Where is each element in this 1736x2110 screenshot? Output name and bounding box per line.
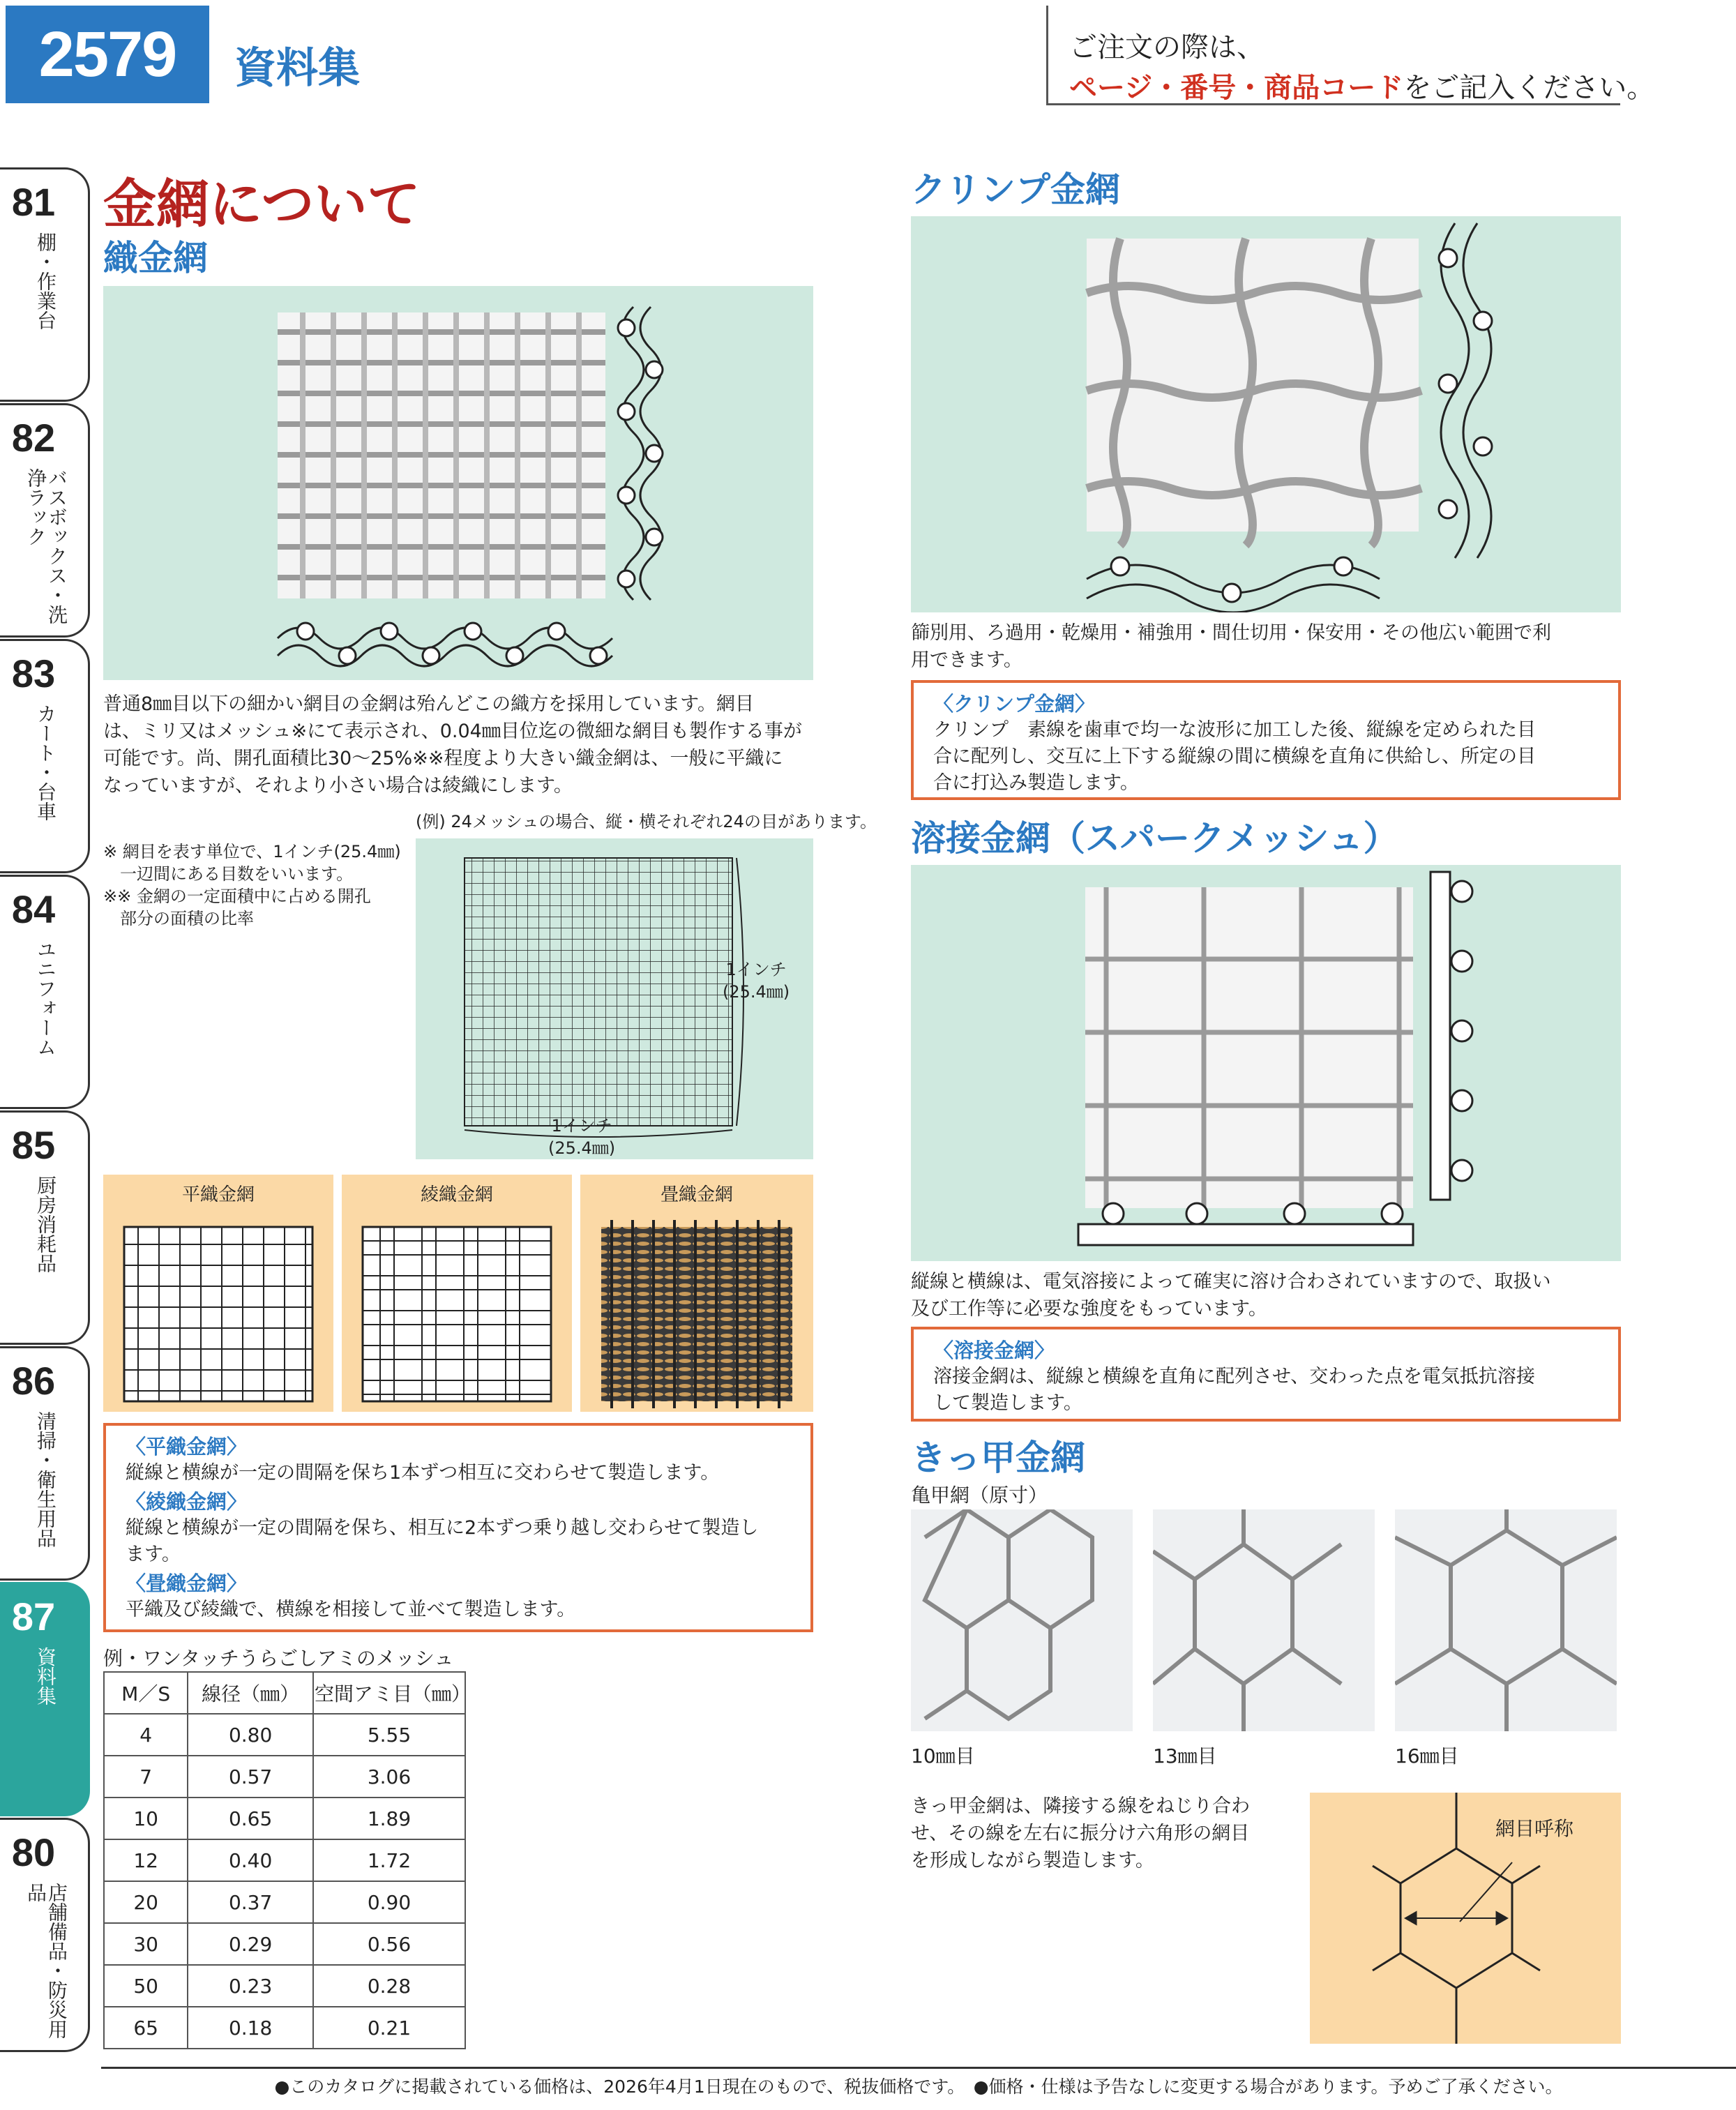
note-1: ※ 網目を表す単位で、1インチ(25.4㎜) bbox=[103, 842, 401, 861]
woven-mesh-panel bbox=[103, 286, 813, 680]
tab-number: 84 bbox=[11, 887, 56, 931]
woven-description bbox=[103, 691, 813, 799]
tab-82[interactable] bbox=[0, 403, 90, 638]
cell: 4 bbox=[104, 1714, 188, 1756]
cell: 0.29 bbox=[188, 1923, 313, 1965]
cell: 5.55 bbox=[313, 1714, 465, 1756]
table-row bbox=[104, 1756, 465, 1798]
table-row bbox=[104, 1923, 465, 1965]
dutch-weave-desc: 平織及び綾織で、横線を相接して並べて製造します。 bbox=[126, 1599, 576, 1620]
weld-box bbox=[911, 1327, 1621, 1422]
hex-size-13: 13㎜目 bbox=[1153, 1744, 1217, 1768]
table-row bbox=[104, 1881, 465, 1923]
tab-85[interactable] bbox=[0, 1110, 90, 1345]
table-row bbox=[104, 1839, 465, 1881]
tab-number: 82 bbox=[11, 416, 56, 460]
hex-diagram-label: 網目呼称 bbox=[1495, 1817, 1574, 1840]
hex-description bbox=[911, 1793, 1301, 1874]
footer-note: ●このカタログに掲載されている価格は、2026年4月1日現在のもので、税抜価格です。 ●価格・仕様は予告なしに変更する場合があります。予めご了承ください。 bbox=[101, 2067, 1736, 2098]
hex-desc-line: を形成しながら製造します。 bbox=[911, 1850, 1154, 1871]
table-caption: 例・ワンタッチうらごしアミのメッシュ bbox=[103, 1647, 454, 1670]
cell: 0.18 bbox=[188, 2007, 313, 2049]
weld-mesh-illustration bbox=[911, 865, 1621, 1261]
hex-size-16: 16㎜目 bbox=[1395, 1744, 1459, 1768]
tab-number: 86 bbox=[11, 1359, 56, 1403]
weld-cross-section-vertical bbox=[1431, 872, 1450, 1200]
notice-rest: をご記入ください。 bbox=[1403, 72, 1655, 104]
tab-87-active[interactable] bbox=[0, 1582, 90, 1816]
crimp-title: クリンプ金網 bbox=[911, 169, 1120, 210]
cell: 0.23 bbox=[188, 1965, 313, 2007]
notice-line-1: ご注文の際は、 bbox=[1069, 31, 1265, 63]
cell: 0.37 bbox=[188, 1881, 313, 1923]
woven-title: 織金網 bbox=[103, 238, 208, 278]
cell: 0.56 bbox=[313, 1923, 465, 1965]
tab-number: 83 bbox=[11, 651, 56, 695]
weld-box-line: 溶接金網は、縦線と横線を直角に配列させ、交わった点を電気抵抗溶接 bbox=[933, 1366, 1535, 1387]
table-row bbox=[104, 1714, 465, 1756]
twill-weave-diagram bbox=[342, 1206, 572, 1408]
woven-desc-line: は、ミリ又はメッシュ※にて表示され、0.04㎜目位迄の微細な網目も製作する事が bbox=[103, 721, 802, 742]
hex-desc-line: せ、その線を左右に振分け六角形の網目 bbox=[911, 1823, 1250, 1844]
tab-80[interactable] bbox=[0, 1818, 90, 2052]
dutch-weave-title: 〈畳織金網〉 bbox=[126, 1572, 248, 1595]
woven-mesh-photo bbox=[278, 312, 605, 598]
table-header: M／S bbox=[104, 1672, 188, 1714]
dutch-weave-panel bbox=[580, 1175, 813, 1412]
twill-weave-title: 〈綾織金網〉 bbox=[126, 1490, 248, 1514]
weld-cross-section-horizontal bbox=[1078, 1224, 1413, 1245]
hex-10mm-photo bbox=[911, 1509, 1133, 1731]
tab-label: ユニフォーム bbox=[34, 940, 57, 1057]
note-1-cont: 一辺間にある目数をいいます。 bbox=[120, 864, 354, 884]
dutch-weave-label: 畳織金網 bbox=[660, 1184, 733, 1205]
tab-84[interactable] bbox=[0, 875, 90, 1109]
cell: 12 bbox=[104, 1839, 188, 1881]
cell: 0.80 bbox=[188, 1714, 313, 1756]
twill-weave-panel bbox=[342, 1175, 572, 1412]
crimp-mesh-illustration bbox=[911, 216, 1621, 612]
weld-mesh-panel bbox=[911, 865, 1621, 1261]
plain-weave-title: 〈平織金網〉 bbox=[126, 1435, 248, 1459]
example-caption: (例) 24メッシュの場合、縦・横それぞれ24の目があります。 bbox=[416, 812, 877, 831]
tab-label: バスボックス・洗浄ラック bbox=[24, 468, 68, 624]
tab-label: カート・台車 bbox=[34, 704, 57, 821]
cell: 7 bbox=[104, 1756, 188, 1798]
table-row bbox=[104, 2007, 465, 2049]
hex-13mm-photo bbox=[1153, 1509, 1375, 1731]
woven-desc-line: 普通8㎜目以下の細かい網目の金網は殆んどこの織方を採用しています。網目 bbox=[103, 693, 755, 715]
cell: 3.06 bbox=[313, 1756, 465, 1798]
weld-desc-line: 縦線と横線は、電気溶接によって確実に溶け合わされていますので、取扱い bbox=[911, 1271, 1551, 1293]
woven-desc-line: なっていますが、それより小さい場合は綾織にします。 bbox=[103, 775, 573, 797]
crimp-box bbox=[911, 680, 1621, 800]
weld-box-title: 〈溶接金網〉 bbox=[933, 1339, 1055, 1362]
weld-desc-line: 及び工作等に必要な強度をもっています。 bbox=[911, 1298, 1267, 1320]
plain-weave-desc: 縦線と横線が一定の間隔を保ち1本ずつ相互に交わらせて製造します。 bbox=[126, 1462, 720, 1484]
cell: 0.90 bbox=[313, 1881, 465, 1923]
cell: 1.89 bbox=[313, 1798, 465, 1839]
order-notice bbox=[1046, 6, 1655, 105]
crimp-box-line: クリンプ 素線を歯車で均一な波形に加工した後、縦線を定められた目 bbox=[933, 719, 1536, 741]
weave-types-box bbox=[103, 1423, 813, 1632]
table-header-row bbox=[104, 1672, 465, 1714]
weld-title: 溶接金網（スパークメッシュ） bbox=[911, 818, 1398, 859]
mesh-notes bbox=[103, 841, 410, 930]
cell: 0.57 bbox=[188, 1756, 313, 1798]
tab-label: 店舗備品・防災用品 bbox=[24, 1883, 68, 2039]
hex-title: きっ甲金網 bbox=[911, 1438, 1085, 1478]
page-title: 金網について bbox=[103, 173, 421, 235]
tab-label: 清掃・衛生用品 bbox=[34, 1411, 57, 1548]
tab-number: 80 bbox=[11, 1830, 56, 1874]
cell: 20 bbox=[104, 1881, 188, 1923]
hex-desc-line: きっ甲金網は、隣接する線をねじり合わ bbox=[911, 1795, 1250, 1817]
tab-86[interactable] bbox=[0, 1346, 90, 1581]
tab-83[interactable] bbox=[0, 639, 90, 873]
mesh-spec-table bbox=[103, 1671, 471, 2049]
dutch-weave-diagram bbox=[580, 1206, 813, 1408]
plain-weave-panel bbox=[103, 1175, 333, 1412]
hex-16mm-photo bbox=[1395, 1509, 1617, 1731]
cell: 1.72 bbox=[313, 1839, 465, 1881]
cell: 10 bbox=[104, 1798, 188, 1839]
cell: 0.65 bbox=[188, 1798, 313, 1839]
woven-mesh-illustration bbox=[103, 286, 813, 680]
table-row bbox=[104, 1798, 465, 1839]
table-header: 線径（㎜） bbox=[188, 1672, 313, 1714]
cell: 65 bbox=[104, 2007, 188, 2049]
plain-weave-label: 平織金網 bbox=[181, 1184, 255, 1205]
weld-box-line: して製造します。 bbox=[933, 1392, 1082, 1414]
crimp-description bbox=[911, 619, 1621, 674]
cell: 0.28 bbox=[313, 1965, 465, 2007]
table-row bbox=[104, 1965, 465, 2007]
tab-number: 85 bbox=[11, 1123, 56, 1167]
crimp-box-line: 合に配列し、交互に上下する縦線の間に横線を直角に供給し、所定の目 bbox=[933, 746, 1536, 767]
crimp-mesh-panel bbox=[911, 216, 1621, 612]
twill-weave-desc-cont: ます。 bbox=[126, 1544, 181, 1565]
tab-label: 資料集 bbox=[34, 1647, 57, 1705]
cell: 0.40 bbox=[188, 1839, 313, 1881]
inch-label-vertical: 1インチ (25.4㎜) bbox=[723, 960, 790, 1002]
crimp-desc-line: 用できます。 bbox=[911, 649, 1022, 671]
hex-diagram bbox=[1310, 1793, 1621, 2044]
tab-label: 棚・作業台 bbox=[34, 232, 57, 330]
section-title: 資料集 bbox=[234, 44, 360, 93]
tab-number: 87 bbox=[11, 1595, 56, 1638]
crimp-desc-line: 篩別用、ろ過用・乾燥用・補強用・間仕切用・保安用・その他広い範囲で利 bbox=[911, 622, 1551, 644]
note-2-cont: 部分の面積の比率 bbox=[120, 909, 254, 928]
table-header: 空間アミ目（㎜） bbox=[313, 1672, 465, 1714]
cell: 50 bbox=[104, 1965, 188, 2007]
crimp-box-title: 〈クリンプ金網〉 bbox=[933, 692, 1096, 716]
page-number: 2579 bbox=[6, 6, 209, 103]
inch-label-horizontal: 1インチ (25.4㎜) bbox=[548, 1116, 616, 1158]
twill-weave-label: 綾織金網 bbox=[420, 1184, 493, 1205]
notice-line-2 bbox=[1069, 66, 1654, 105]
notice-highlight: ページ・番号・商品コード bbox=[1069, 72, 1404, 104]
woven-desc-line: 可能です。尚、開孔面積比30～25%※※程度より大きい織金網は、一般に平織に bbox=[103, 748, 783, 769]
tab-label: 厨房消耗品 bbox=[34, 1175, 57, 1273]
tab-number: 81 bbox=[11, 180, 56, 224]
mesh-24-panel bbox=[416, 838, 813, 1159]
plain-weave-diagram bbox=[103, 1206, 333, 1408]
crimp-box-line: 合に打込み製造します。 bbox=[933, 772, 1139, 794]
hex-size-10: 10㎜目 bbox=[911, 1744, 975, 1768]
hex-diagram-panel bbox=[1310, 1793, 1621, 2044]
twill-weave-desc: 縦線と横線が一定の間隔を保ち、相互に2本ずつ乗り越し交わらせて製造し bbox=[126, 1517, 759, 1539]
cell: 30 bbox=[104, 1923, 188, 1965]
tab-81[interactable] bbox=[0, 167, 90, 402]
weld-description bbox=[911, 1268, 1621, 1322]
note-2: ※※ 金網の一定面積中に占める開孔 bbox=[103, 887, 371, 906]
cell: 0.21 bbox=[313, 2007, 465, 2049]
hex-subtitle: 亀甲網（原寸） bbox=[911, 1484, 1048, 1507]
